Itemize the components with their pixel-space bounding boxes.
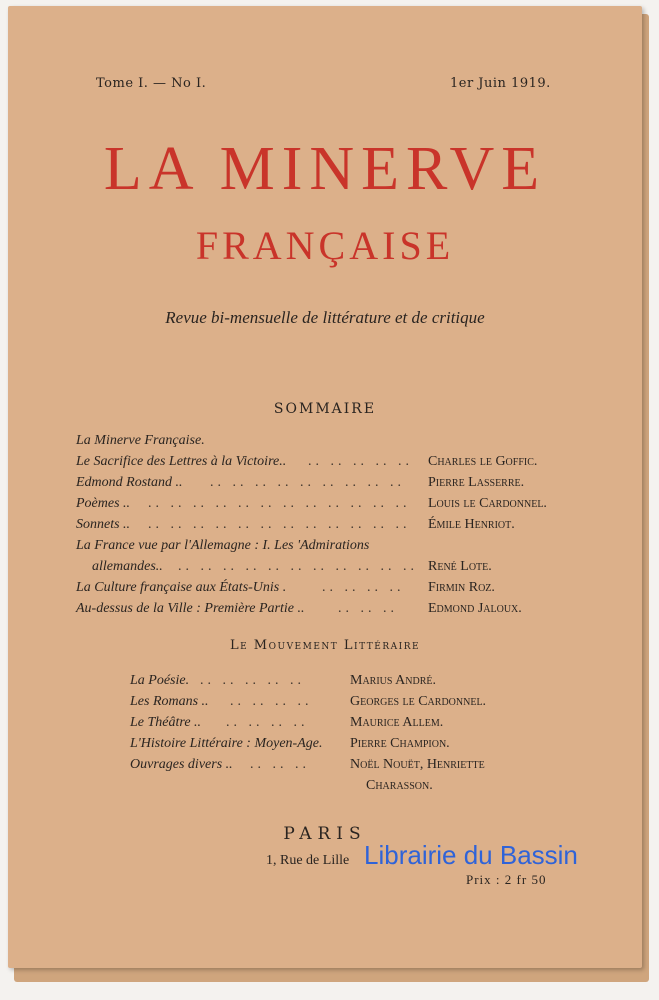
- leader-dots: .. .. .. ..: [230, 694, 313, 709]
- toc-row: [76, 493, 576, 514]
- toc-title: La Poésie.: [130, 673, 190, 688]
- toc-row: [76, 598, 576, 619]
- leader-dots: .. .. .. .. .. .. .. .. ..: [210, 475, 405, 490]
- leader-dots: .. .. .. .. ..: [308, 454, 413, 469]
- magazine-title: LA MINERVE: [103, 135, 547, 203]
- leader-dots: .. .. .. ..: [322, 580, 405, 595]
- toc-title: Au-dessus de la Ville : Première Partie ..: [76, 601, 305, 616]
- toc-author: Charasson.: [366, 778, 433, 793]
- issue-date: 1er Juin 1919.: [450, 76, 551, 91]
- toc-row: [76, 472, 576, 493]
- magazine-cover: [8, 6, 642, 968]
- magazine-subtitle: FRANÇAISE: [195, 223, 455, 268]
- toc-author: Georges le Cardonnel.: [350, 694, 487, 709]
- toc-title: La Minerve Française.: [76, 433, 205, 448]
- toc-row: [76, 577, 576, 598]
- watermark-text: Librairie du Bassin: [364, 840, 578, 870]
- toc-title: Edmond Rostand ..: [76, 475, 183, 490]
- toc-author: Maurice Allem.: [350, 715, 444, 730]
- price: Prix : 2 fr 50: [466, 872, 547, 887]
- toc-row: [130, 712, 550, 733]
- imprint-address: 1, Rue de Lille: [266, 853, 350, 868]
- toc-title: Les Romans ..: [130, 694, 209, 709]
- toc-title: Sonnets ..: [76, 517, 131, 532]
- toc-title: Le Sacrifice des Lettres à la Victoire..: [76, 454, 287, 469]
- toc-author: Pierre Champion.: [350, 736, 450, 751]
- leader-dots: .. .. .. .. .. .. .. .. .. .. ..: [178, 559, 418, 574]
- toc-row: [130, 670, 550, 691]
- mouvement-list: [130, 670, 550, 796]
- toc-author: Louis le Cardonnel.: [428, 496, 547, 511]
- toc-title: Poèmes ..: [76, 496, 131, 511]
- toc-row: [130, 733, 550, 754]
- leader-dots: .. .. .. .. .. .. .. .. .. .. .. ..: [148, 496, 411, 511]
- sommaire-heading: SOMMAIRE: [273, 401, 377, 417]
- toc-title: Ouvrages divers ..: [130, 757, 233, 772]
- imprint-city: PARIS: [283, 824, 367, 844]
- toc-author: Charles le Goffic.: [428, 454, 538, 469]
- toc-author: Noël Nouët, Henriette: [350, 757, 485, 772]
- toc-title: Le Théâtre ..: [130, 715, 202, 730]
- issue-number: Tome I. — No I.: [96, 76, 207, 91]
- toc-row: [130, 775, 550, 796]
- mouvement-heading: Le Mouvement Littéraire: [229, 638, 421, 653]
- leader-dots: .. .. .. .. .. .. .. .. .. .. .. ..: [148, 517, 411, 532]
- toc-row: [76, 514, 576, 535]
- toc-title: allemandes..: [92, 559, 163, 574]
- toc-author: Pierre Lasserre.: [428, 475, 525, 490]
- toc-author: René Lote.: [428, 559, 492, 574]
- toc-title: L'Histoire Littéraire : Moyen-Age.: [130, 736, 323, 751]
- toc-author: Émile Henriot.: [428, 517, 515, 532]
- toc-row: [76, 535, 576, 556]
- leader-dots: .. .. ..: [338, 601, 398, 616]
- leader-dots: .. .. .. .. ..: [200, 673, 305, 688]
- toc-row: [130, 691, 550, 712]
- toc-title: La Culture française aux États-Unis .: [76, 580, 287, 595]
- leader-dots: .. .. .. ..: [226, 715, 309, 730]
- toc-author: Edmond Jaloux.: [428, 601, 522, 616]
- toc-title: La France vue par l'Allemagne : I. Les 'Admirations: [76, 538, 370, 553]
- toc-row: [130, 754, 550, 775]
- toc-row: [76, 430, 576, 451]
- toc-row: [76, 451, 576, 472]
- sommaire-list: [76, 430, 576, 619]
- toc-author: Marius André.: [350, 673, 437, 688]
- toc-author: Firmin Roz.: [428, 580, 495, 595]
- tagline: Revue bi-mensuelle de littérature et de critique: [165, 308, 485, 327]
- leader-dots: .. .. ..: [250, 757, 310, 772]
- toc-row: [76, 556, 576, 577]
